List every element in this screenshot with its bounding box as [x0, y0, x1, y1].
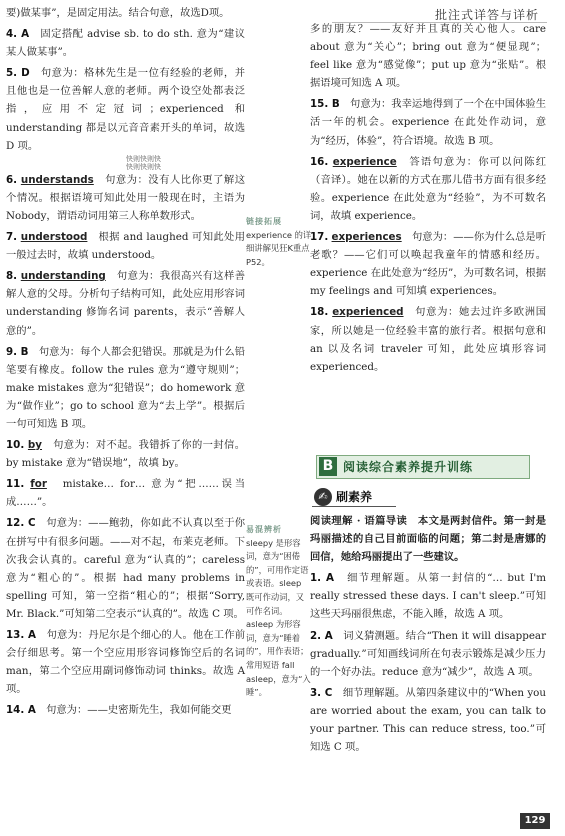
answer-item: 9. B 句意为：每个人都会犯错误。那就是为什么铅笔要有橡皮。follow the rules 意为“遵守规则”；make mistakes 意为“犯错误”；do homework 意为“做作业”；go to school 意为“去上学”。根据后一句可知选 B 项。	[6, 345, 246, 430]
answer-item: 5. D 句意为：格林先生是一位有经验的老师，并且他也是一位善解人意的老师。两个设空处都表泛指，应用不定冠词；experienced 和 understanding 都是以元音音素开头的单词，故选 D 项。	[6, 67, 245, 152]
page-number: 129	[520, 813, 550, 829]
answer-item: 多的朋友？——友好并且真的关心他人。care about 意为“关心”；bring out 意为“便显现”；feel like 意为“感觉像”；put up 意为“张贴”。根据语境可知选 A 项。	[310, 23, 546, 90]
practice-title: 刷素养	[336, 490, 373, 504]
answer-item: 3. C 细节理解题。从第四条建议中的“When you are worried about the exam, you can talk to your partner. This can reduce stress, too.”可知选 C 项。	[310, 686, 547, 754]
answer-item: 11. for mistake… for… 意为“把……误当成……”。	[6, 478, 245, 509]
pen-icon: ✍	[314, 488, 332, 506]
answer-item: 2. A 词义猜测题。结合“Then it will disappear gradually.”可知画线词所在句表示锻炼是减少压力的一个好办法。reduce 意为“减少”，故选 A 项。	[310, 629, 546, 678]
header-title: 批注式详答与详析	[434, 8, 539, 22]
answer-item: 7. understood 根据 and laughed 可知此处用一般过去时，故填 understood。	[6, 231, 246, 262]
practice-heading	[312, 487, 396, 507]
answer-item: 17. experiences 句意为：——你为什么总是听老歌？——它们可以唤起我童年的情感和经历。experience 在此处意为“经历”，为可数名词，根据 my feelings and 可知填 experiences。	[310, 231, 547, 298]
handwritten-note: 快则快则快 快则快则快	[126, 154, 161, 171]
reading-section	[310, 512, 546, 756]
answer-item: 要)做某事”，是固定用法。结合句意，故选D项。	[6, 7, 230, 19]
answer-item: 1. A 细节理解题。从第一封信的“… but I'm really stressed these days. I can't sleep.”可知这些天玛丽很焦虑，不能入睡，故选 A 项。	[310, 572, 546, 621]
answer-item: 10. by 句意为：对不起。我错拆了你的一封信。by mistake 意为“错误地”，故填 by。	[6, 439, 246, 470]
answer-item: 18. experienced 句意为：她去过许多欧洲国家，所以她是一位经验丰富的旅行者。根据句意和 an 以及名词 traveler 可知，此处应填形容词 experienced。	[310, 306, 547, 373]
right-column	[310, 20, 546, 376]
answer-item: 4. A 固定搭配 advise sb. to do sth. 意为“建议某人做某事”。	[6, 28, 245, 59]
reading-intro: 阅读理解 · 语篇导读 本文是两封信件。第一封是玛丽描述的自己目前面临的问题；第二封是唐娜的回信，她给玛丽提出了一些建议。	[310, 515, 546, 564]
answer-item: 15. B 句意为：我幸运地得到了一个在中国体验生活一年的机会。experience 在此处作动词，意为“经历，体验”，符合语境。故选 B 项。	[310, 98, 547, 147]
section-banner	[316, 455, 530, 479]
answer-item: 14. A 句意为：——史密斯先生，我如何能交更	[6, 704, 232, 717]
section-badge: B	[319, 457, 337, 476]
answer-item: 16. experience 答语句意为：你可以问陈红（音译）。她在以新的方式在那儿借书方面有很多经验。experience 在此处意为“经验”，为不可数名词，故填 experience。	[310, 155, 547, 222]
answer-item: 6. understands 句意为：没有人比你更了解这个情况。根据语境可知此处用一般现在时，主语为 Nobody，谓语动词用第三人称单数形式。	[6, 173, 246, 222]
side-note-confusable: 易混辨析 sleepy 是形容词，意为“困倦的”，可用作定语或表语。sleep 既可作动词，又可作名词。asleep 为形容词，意为“睡着的”，用作表语；常用短语 fall asleep，意为“入睡”。	[246, 525, 311, 698]
side-note-link: 链接拓展 experience 的详细讲解见狂K重点 P52。	[246, 217, 312, 267]
answer-item: 8. understanding 句意为：我很高兴有这样善解人意的父母。分析句子结构可知，此处应用形容词 understanding 修饰名词 parents，表示“善解人意的”。	[6, 270, 246, 337]
left-column	[6, 4, 245, 719]
answer-item: 13. A 句意为：丹尼尔是个细心的人。他在工作前会仔细思考。第一个空应用形容词修饰空后的名词 man，第二个空应用副词修饰动词 thinks。故选 A 项。	[6, 629, 246, 696]
section-title: 阅读综合素养提升训练	[343, 460, 474, 474]
answer-item: 12. C 句意为：——鲍勃，你如此不认真以至于你在拼写中有很多问题。——对不起，布莱克老师。下次我会认真的。careful 意为“认真的”；careless 意为“粗心的”。根据 had many problems in spelling 可知，第一空指“粗心的”；根据“Sorry, Mr. Black.”可知第二空表示“认真的”。故选 C 项。	[6, 517, 246, 620]
